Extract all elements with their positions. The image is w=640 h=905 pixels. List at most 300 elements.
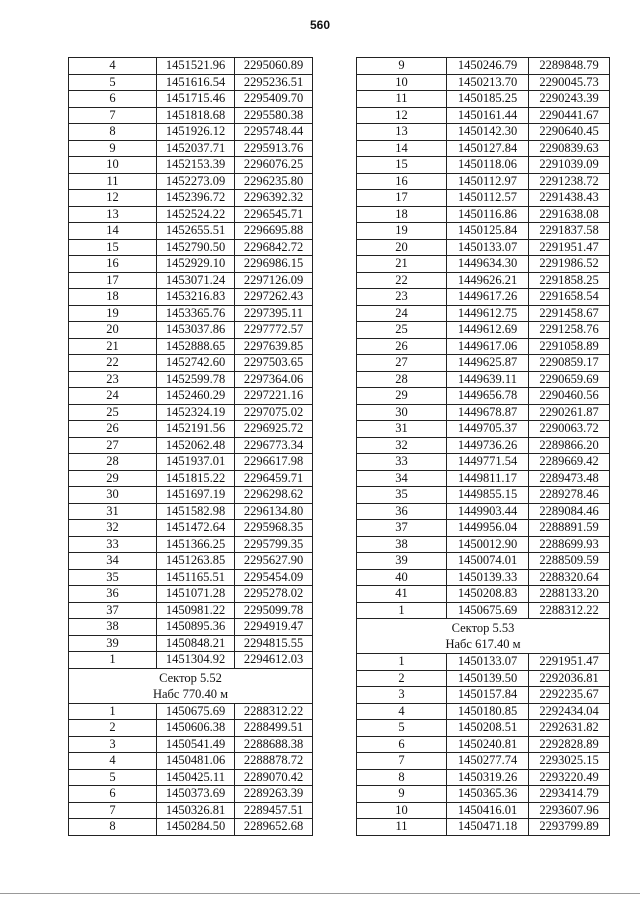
y-coordinate-cell: 2290839.63 (529, 140, 610, 157)
point-number-cell: 36 (357, 503, 447, 520)
table-row (357, 786, 610, 803)
point-number-cell: 18 (357, 206, 447, 223)
y-coordinate-cell: 2290640.45 (529, 124, 610, 141)
table-row (69, 802, 313, 819)
x-coordinate-cell: 1449736.26 (447, 437, 529, 454)
table-row (69, 553, 313, 570)
y-coordinate-cell: 2289278.46 (529, 487, 610, 504)
point-number-cell: 6 (69, 91, 157, 108)
point-number-cell: 12 (69, 190, 157, 207)
table-row (69, 454, 313, 471)
x-coordinate-cell: 1451616.54 (157, 74, 235, 91)
y-coordinate-cell: 2291458.67 (529, 305, 610, 322)
table-row (69, 371, 313, 388)
point-number-cell: 33 (69, 536, 157, 553)
table-row (357, 107, 610, 124)
point-number-cell: 9 (357, 786, 447, 803)
y-coordinate-cell: 2297395.11 (235, 305, 313, 322)
x-coordinate-cell: 1452888.65 (157, 338, 235, 355)
table-row (357, 753, 610, 770)
x-coordinate-cell: 1451366.25 (157, 536, 235, 553)
y-coordinate-cell: 2288878.72 (235, 753, 313, 770)
y-coordinate-cell: 2295748.44 (235, 124, 313, 141)
y-coordinate-cell: 2291039.09 (529, 157, 610, 174)
table-row (357, 404, 610, 421)
table-row (357, 206, 610, 223)
y-coordinate-cell: 2292036.81 (529, 670, 610, 687)
x-coordinate-cell: 1450139.50 (447, 670, 529, 687)
x-coordinate-cell: 1449612.69 (447, 322, 529, 339)
point-number-cell: 30 (357, 404, 447, 421)
x-coordinate-cell: 1453037.86 (157, 322, 235, 339)
table-row (357, 272, 610, 289)
x-coordinate-cell: 1451818.68 (157, 107, 235, 124)
point-number-cell: 1 (357, 654, 447, 671)
point-number-cell: 2 (69, 720, 157, 737)
x-coordinate-cell: 1452655.51 (157, 223, 235, 240)
y-coordinate-cell: 2296925.72 (235, 421, 313, 438)
x-coordinate-cell: 1450142.30 (447, 124, 529, 141)
table-row (69, 388, 313, 405)
y-coordinate-cell: 2288499.51 (235, 720, 313, 737)
x-coordinate-cell: 1452062.48 (157, 437, 235, 454)
point-number-cell: 28 (69, 454, 157, 471)
x-coordinate-cell: 1450471.18 (447, 819, 529, 836)
y-coordinate-cell: 2291858.25 (529, 272, 610, 289)
y-coordinate-cell: 2288891.59 (529, 520, 610, 537)
x-coordinate-cell: 1450895.36 (157, 619, 235, 636)
x-coordinate-cell: 1450277.74 (447, 753, 529, 770)
x-coordinate-cell: 1451304.92 (157, 652, 235, 669)
table-row (69, 223, 313, 240)
y-coordinate-cell: 2295099.78 (235, 602, 313, 619)
y-coordinate-cell: 2291638.08 (529, 206, 610, 223)
x-coordinate-cell: 1453216.83 (157, 289, 235, 306)
table-row (69, 470, 313, 487)
point-number-cell: 35 (69, 569, 157, 586)
x-coordinate-cell: 1450118.06 (447, 157, 529, 174)
table-row (357, 437, 610, 454)
x-coordinate-cell: 1450139.33 (447, 569, 529, 586)
table-row (357, 670, 610, 687)
point-number-cell: 5 (357, 720, 447, 737)
y-coordinate-cell: 2295580.38 (235, 107, 313, 124)
y-coordinate-cell: 2291951.47 (529, 239, 610, 256)
table-row (357, 91, 610, 108)
x-coordinate-cell: 1450074.01 (447, 553, 529, 570)
table-row (69, 355, 313, 372)
sector-header (357, 619, 610, 654)
point-number-cell: 7 (69, 107, 157, 124)
y-coordinate-cell: 2288312.22 (529, 602, 610, 619)
x-coordinate-cell: 1451697.19 (157, 487, 235, 504)
table-row (357, 305, 610, 322)
y-coordinate-cell: 2289070.42 (235, 769, 313, 786)
y-coordinate-cell: 2296459.71 (235, 470, 313, 487)
point-number-cell: 19 (357, 223, 447, 240)
y-coordinate-cell: 2295913.76 (235, 140, 313, 157)
x-coordinate-cell: 1450180.85 (447, 703, 529, 720)
table-row (357, 256, 610, 273)
y-coordinate-cell: 2296134.80 (235, 503, 313, 520)
y-coordinate-cell: 2291238.72 (529, 173, 610, 190)
y-coordinate-cell: 2290261.87 (529, 404, 610, 421)
y-coordinate-cell: 2290460.56 (529, 388, 610, 405)
table-row (69, 338, 313, 355)
x-coordinate-cell: 1450675.69 (157, 703, 235, 720)
point-number-cell: 24 (357, 305, 447, 322)
table-row (357, 371, 610, 388)
y-coordinate-cell: 2291986.52 (529, 256, 610, 273)
y-coordinate-cell: 2289669.42 (529, 454, 610, 471)
x-coordinate-cell: 1450675.69 (447, 602, 529, 619)
y-coordinate-cell: 2293607.96 (529, 802, 610, 819)
x-coordinate-cell: 1449678.87 (447, 404, 529, 421)
y-coordinate-cell: 2297075.02 (235, 404, 313, 421)
x-coordinate-cell: 1452742.60 (157, 355, 235, 372)
x-coordinate-cell: 1449617.06 (447, 338, 529, 355)
y-coordinate-cell: 2297262.43 (235, 289, 313, 306)
x-coordinate-cell: 1450240.81 (447, 736, 529, 753)
point-number-cell: 38 (357, 536, 447, 553)
table-row (357, 736, 610, 753)
point-number-cell: 9 (357, 58, 447, 75)
x-coordinate-cell: 1450365.36 (447, 786, 529, 803)
y-coordinate-cell: 2292434.04 (529, 703, 610, 720)
y-coordinate-cell: 2289457.51 (235, 802, 313, 819)
point-number-cell: 22 (69, 355, 157, 372)
table-row (357, 239, 610, 256)
x-coordinate-cell: 1451521.96 (157, 58, 235, 75)
table-row (357, 520, 610, 537)
x-coordinate-cell: 1450116.86 (447, 206, 529, 223)
point-number-cell: 25 (357, 322, 447, 339)
table-row (357, 536, 610, 553)
x-coordinate-cell: 1452153.39 (157, 157, 235, 174)
y-coordinate-cell: 2295627.90 (235, 553, 313, 570)
point-number-cell: 31 (69, 503, 157, 520)
y-coordinate-cell: 2288320.64 (529, 569, 610, 586)
table-row (69, 322, 313, 339)
x-coordinate-cell: 1449617.26 (447, 289, 529, 306)
table-row (357, 157, 610, 174)
y-coordinate-cell: 2293220.49 (529, 769, 610, 786)
table-row (69, 586, 313, 603)
y-coordinate-cell: 2291951.47 (529, 654, 610, 671)
point-number-cell: 6 (69, 786, 157, 803)
x-coordinate-cell: 1450133.07 (447, 239, 529, 256)
point-number-cell: 13 (357, 124, 447, 141)
page-bottom-rule (0, 893, 640, 894)
point-number-cell: 12 (357, 107, 447, 124)
x-coordinate-cell: 1449811.17 (447, 470, 529, 487)
y-coordinate-cell: 2296235.80 (235, 173, 313, 190)
point-number-cell: 23 (357, 289, 447, 306)
table-row (69, 404, 313, 421)
point-number-cell: 39 (69, 635, 157, 652)
x-coordinate-cell: 1450425.11 (157, 769, 235, 786)
table-row (357, 421, 610, 438)
x-coordinate-cell: 1450481.06 (157, 753, 235, 770)
x-coordinate-cell: 1449771.54 (447, 454, 529, 471)
x-coordinate-cell: 1451715.46 (157, 91, 235, 108)
table-row (69, 173, 313, 190)
table-row (357, 124, 610, 141)
table-body-right (357, 58, 610, 836)
x-coordinate-cell: 1452929.10 (157, 256, 235, 273)
x-coordinate-cell: 1452524.22 (157, 206, 235, 223)
table-row (69, 635, 313, 652)
point-number-cell: 1 (69, 703, 157, 720)
point-number-cell: 21 (69, 338, 157, 355)
table-row (357, 586, 610, 603)
y-coordinate-cell: 2297364.06 (235, 371, 313, 388)
table-row (69, 305, 313, 322)
point-number-cell: 8 (69, 819, 157, 836)
table-row (69, 289, 313, 306)
y-coordinate-cell: 2296392.32 (235, 190, 313, 207)
point-number-cell: 8 (357, 769, 447, 786)
point-number-cell: 21 (357, 256, 447, 273)
x-coordinate-cell: 1452790.50 (157, 239, 235, 256)
table-row (357, 140, 610, 157)
table-row (69, 569, 313, 586)
y-coordinate-cell: 2297772.57 (235, 322, 313, 339)
point-number-cell: 14 (69, 223, 157, 240)
y-coordinate-cell: 2290243.39 (529, 91, 610, 108)
y-coordinate-cell: 2289866.20 (529, 437, 610, 454)
table-row (357, 553, 610, 570)
point-number-cell: 11 (357, 91, 447, 108)
point-number-cell: 38 (69, 619, 157, 636)
y-coordinate-cell: 2291837.58 (529, 223, 610, 240)
x-coordinate-cell: 1450213.70 (447, 74, 529, 91)
page-number: 560 (309, 18, 331, 32)
table-row (69, 503, 313, 520)
table-row (69, 239, 313, 256)
x-coordinate-cell: 1451472.64 (157, 520, 235, 537)
point-number-cell: 23 (69, 371, 157, 388)
x-coordinate-cell: 1449705.37 (447, 421, 529, 438)
y-coordinate-cell: 2295799.35 (235, 536, 313, 553)
sector-title: Сектор 5.52 (159, 670, 222, 685)
y-coordinate-cell: 2296617.98 (235, 454, 313, 471)
point-number-cell: 27 (69, 437, 157, 454)
y-coordinate-cell: 2294919.47 (235, 619, 313, 636)
y-coordinate-cell: 2293799.89 (529, 819, 610, 836)
x-coordinate-cell: 1450125.84 (447, 223, 529, 240)
table-row (357, 720, 610, 737)
y-coordinate-cell: 2296298.62 (235, 487, 313, 504)
table-row (69, 652, 313, 669)
y-coordinate-cell: 2295968.35 (235, 520, 313, 537)
point-number-cell: 28 (357, 371, 447, 388)
y-coordinate-cell: 2294815.55 (235, 635, 313, 652)
y-coordinate-cell: 2291658.54 (529, 289, 610, 306)
x-coordinate-cell: 1449634.30 (447, 256, 529, 273)
y-coordinate-cell: 2288699.93 (529, 536, 610, 553)
table-row (69, 58, 313, 75)
point-number-cell: 29 (357, 388, 447, 405)
point-number-cell: 4 (69, 753, 157, 770)
sector-header (69, 668, 313, 703)
table-row (69, 74, 313, 91)
y-coordinate-cell: 2295409.70 (235, 91, 313, 108)
table-row (357, 569, 610, 586)
y-coordinate-cell: 2297639.85 (235, 338, 313, 355)
y-coordinate-cell: 2289084.46 (529, 503, 610, 520)
x-coordinate-cell: 1452599.78 (157, 371, 235, 388)
point-number-cell: 32 (357, 437, 447, 454)
table-row (69, 536, 313, 553)
table-row (69, 437, 313, 454)
point-number-cell: 15 (69, 239, 157, 256)
point-number-cell: 26 (357, 338, 447, 355)
point-number-cell: 24 (69, 388, 157, 405)
table-row (69, 819, 313, 836)
y-coordinate-cell: 2289848.79 (529, 58, 610, 75)
sector-header-row (357, 619, 610, 654)
point-number-cell: 11 (357, 819, 447, 836)
point-number-cell: 4 (69, 58, 157, 75)
point-number-cell: 14 (357, 140, 447, 157)
point-number-cell: 13 (69, 206, 157, 223)
point-number-cell: 30 (69, 487, 157, 504)
table-row (69, 703, 313, 720)
table-row (357, 802, 610, 819)
y-coordinate-cell: 2296076.25 (235, 157, 313, 174)
sector-height: Набс 617.40 м (445, 637, 521, 651)
y-coordinate-cell: 2290441.67 (529, 107, 610, 124)
y-coordinate-cell: 2292235.67 (529, 687, 610, 704)
x-coordinate-cell: 1450319.26 (447, 769, 529, 786)
point-number-cell: 36 (69, 586, 157, 603)
point-number-cell: 5 (69, 769, 157, 786)
table-row (357, 687, 610, 704)
point-number-cell: 32 (69, 520, 157, 537)
point-number-cell: 2 (357, 670, 447, 687)
x-coordinate-cell: 1452460.29 (157, 388, 235, 405)
y-coordinate-cell: 2295060.89 (235, 58, 313, 75)
y-coordinate-cell: 2290063.72 (529, 421, 610, 438)
point-number-cell: 40 (357, 569, 447, 586)
table-row (69, 421, 313, 438)
table-row (357, 58, 610, 75)
point-number-cell: 27 (357, 355, 447, 372)
table-row (357, 654, 610, 671)
table-body-left (69, 58, 313, 836)
table-row (69, 190, 313, 207)
sector-title: Сектор 5.53 (451, 621, 515, 635)
x-coordinate-cell: 1450541.49 (157, 736, 235, 753)
table-row (69, 769, 313, 786)
table-row (69, 272, 313, 289)
point-number-cell: 17 (69, 272, 157, 289)
x-coordinate-cell: 1450208.51 (447, 720, 529, 737)
x-coordinate-cell: 1450208.83 (447, 586, 529, 603)
x-coordinate-cell: 1450373.69 (157, 786, 235, 803)
y-coordinate-cell: 2296842.72 (235, 239, 313, 256)
y-coordinate-cell: 2297503.65 (235, 355, 313, 372)
y-coordinate-cell: 2292828.89 (529, 736, 610, 753)
y-coordinate-cell: 2296545.71 (235, 206, 313, 223)
y-coordinate-cell: 2296986.15 (235, 256, 313, 273)
table-row (69, 140, 313, 157)
point-number-cell: 35 (357, 487, 447, 504)
point-number-cell: 10 (69, 157, 157, 174)
y-coordinate-cell: 2288509.59 (529, 553, 610, 570)
x-coordinate-cell: 1452273.09 (157, 173, 235, 190)
table-row (357, 487, 610, 504)
x-coordinate-cell: 1450246.79 (447, 58, 529, 75)
table-row (69, 91, 313, 108)
point-number-cell: 39 (357, 553, 447, 570)
point-number-cell: 31 (357, 421, 447, 438)
x-coordinate-cell: 1452037.71 (157, 140, 235, 157)
table-row (357, 470, 610, 487)
point-number-cell: 8 (69, 124, 157, 141)
x-coordinate-cell: 1450112.57 (447, 190, 529, 207)
table-row (357, 454, 610, 471)
point-number-cell: 37 (69, 602, 157, 619)
point-number-cell: 1 (69, 652, 157, 669)
point-number-cell: 7 (69, 802, 157, 819)
y-coordinate-cell: 2292631.82 (529, 720, 610, 737)
x-coordinate-cell: 1450012.90 (447, 536, 529, 553)
point-number-cell: 11 (69, 173, 157, 190)
x-coordinate-cell: 1450606.38 (157, 720, 235, 737)
x-coordinate-cell: 1451165.51 (157, 569, 235, 586)
x-coordinate-cell: 1449612.75 (447, 305, 529, 322)
table-row (357, 223, 610, 240)
point-number-cell: 34 (69, 553, 157, 570)
point-number-cell: 20 (69, 322, 157, 339)
table-row (69, 736, 313, 753)
table-row (69, 157, 313, 174)
x-coordinate-cell: 1452396.72 (157, 190, 235, 207)
x-coordinate-cell: 1450981.22 (157, 602, 235, 619)
table-row (357, 74, 610, 91)
table-row (357, 503, 610, 520)
y-coordinate-cell: 2295278.02 (235, 586, 313, 603)
y-coordinate-cell: 2297221.16 (235, 388, 313, 405)
table-row (357, 289, 610, 306)
point-number-cell: 7 (357, 753, 447, 770)
point-number-cell: 34 (357, 470, 447, 487)
point-number-cell: 26 (69, 421, 157, 438)
table-row (69, 107, 313, 124)
table-row (357, 703, 610, 720)
point-number-cell: 10 (357, 802, 447, 819)
x-coordinate-cell: 1449625.87 (447, 355, 529, 372)
point-number-cell: 19 (69, 305, 157, 322)
x-coordinate-cell: 1449855.15 (447, 487, 529, 504)
y-coordinate-cell: 2296695.88 (235, 223, 313, 240)
table-row (357, 355, 610, 372)
y-coordinate-cell: 2290659.69 (529, 371, 610, 388)
point-number-cell: 10 (357, 74, 447, 91)
point-number-cell: 41 (357, 586, 447, 603)
x-coordinate-cell: 1449639.11 (447, 371, 529, 388)
y-coordinate-cell: 2296773.34 (235, 437, 313, 454)
x-coordinate-cell: 1451937.01 (157, 454, 235, 471)
point-number-cell: 20 (357, 239, 447, 256)
point-number-cell: 16 (69, 256, 157, 273)
x-coordinate-cell: 1453365.76 (157, 305, 235, 322)
point-number-cell: 9 (69, 140, 157, 157)
table-row (69, 206, 313, 223)
x-coordinate-cell: 1453071.24 (157, 272, 235, 289)
